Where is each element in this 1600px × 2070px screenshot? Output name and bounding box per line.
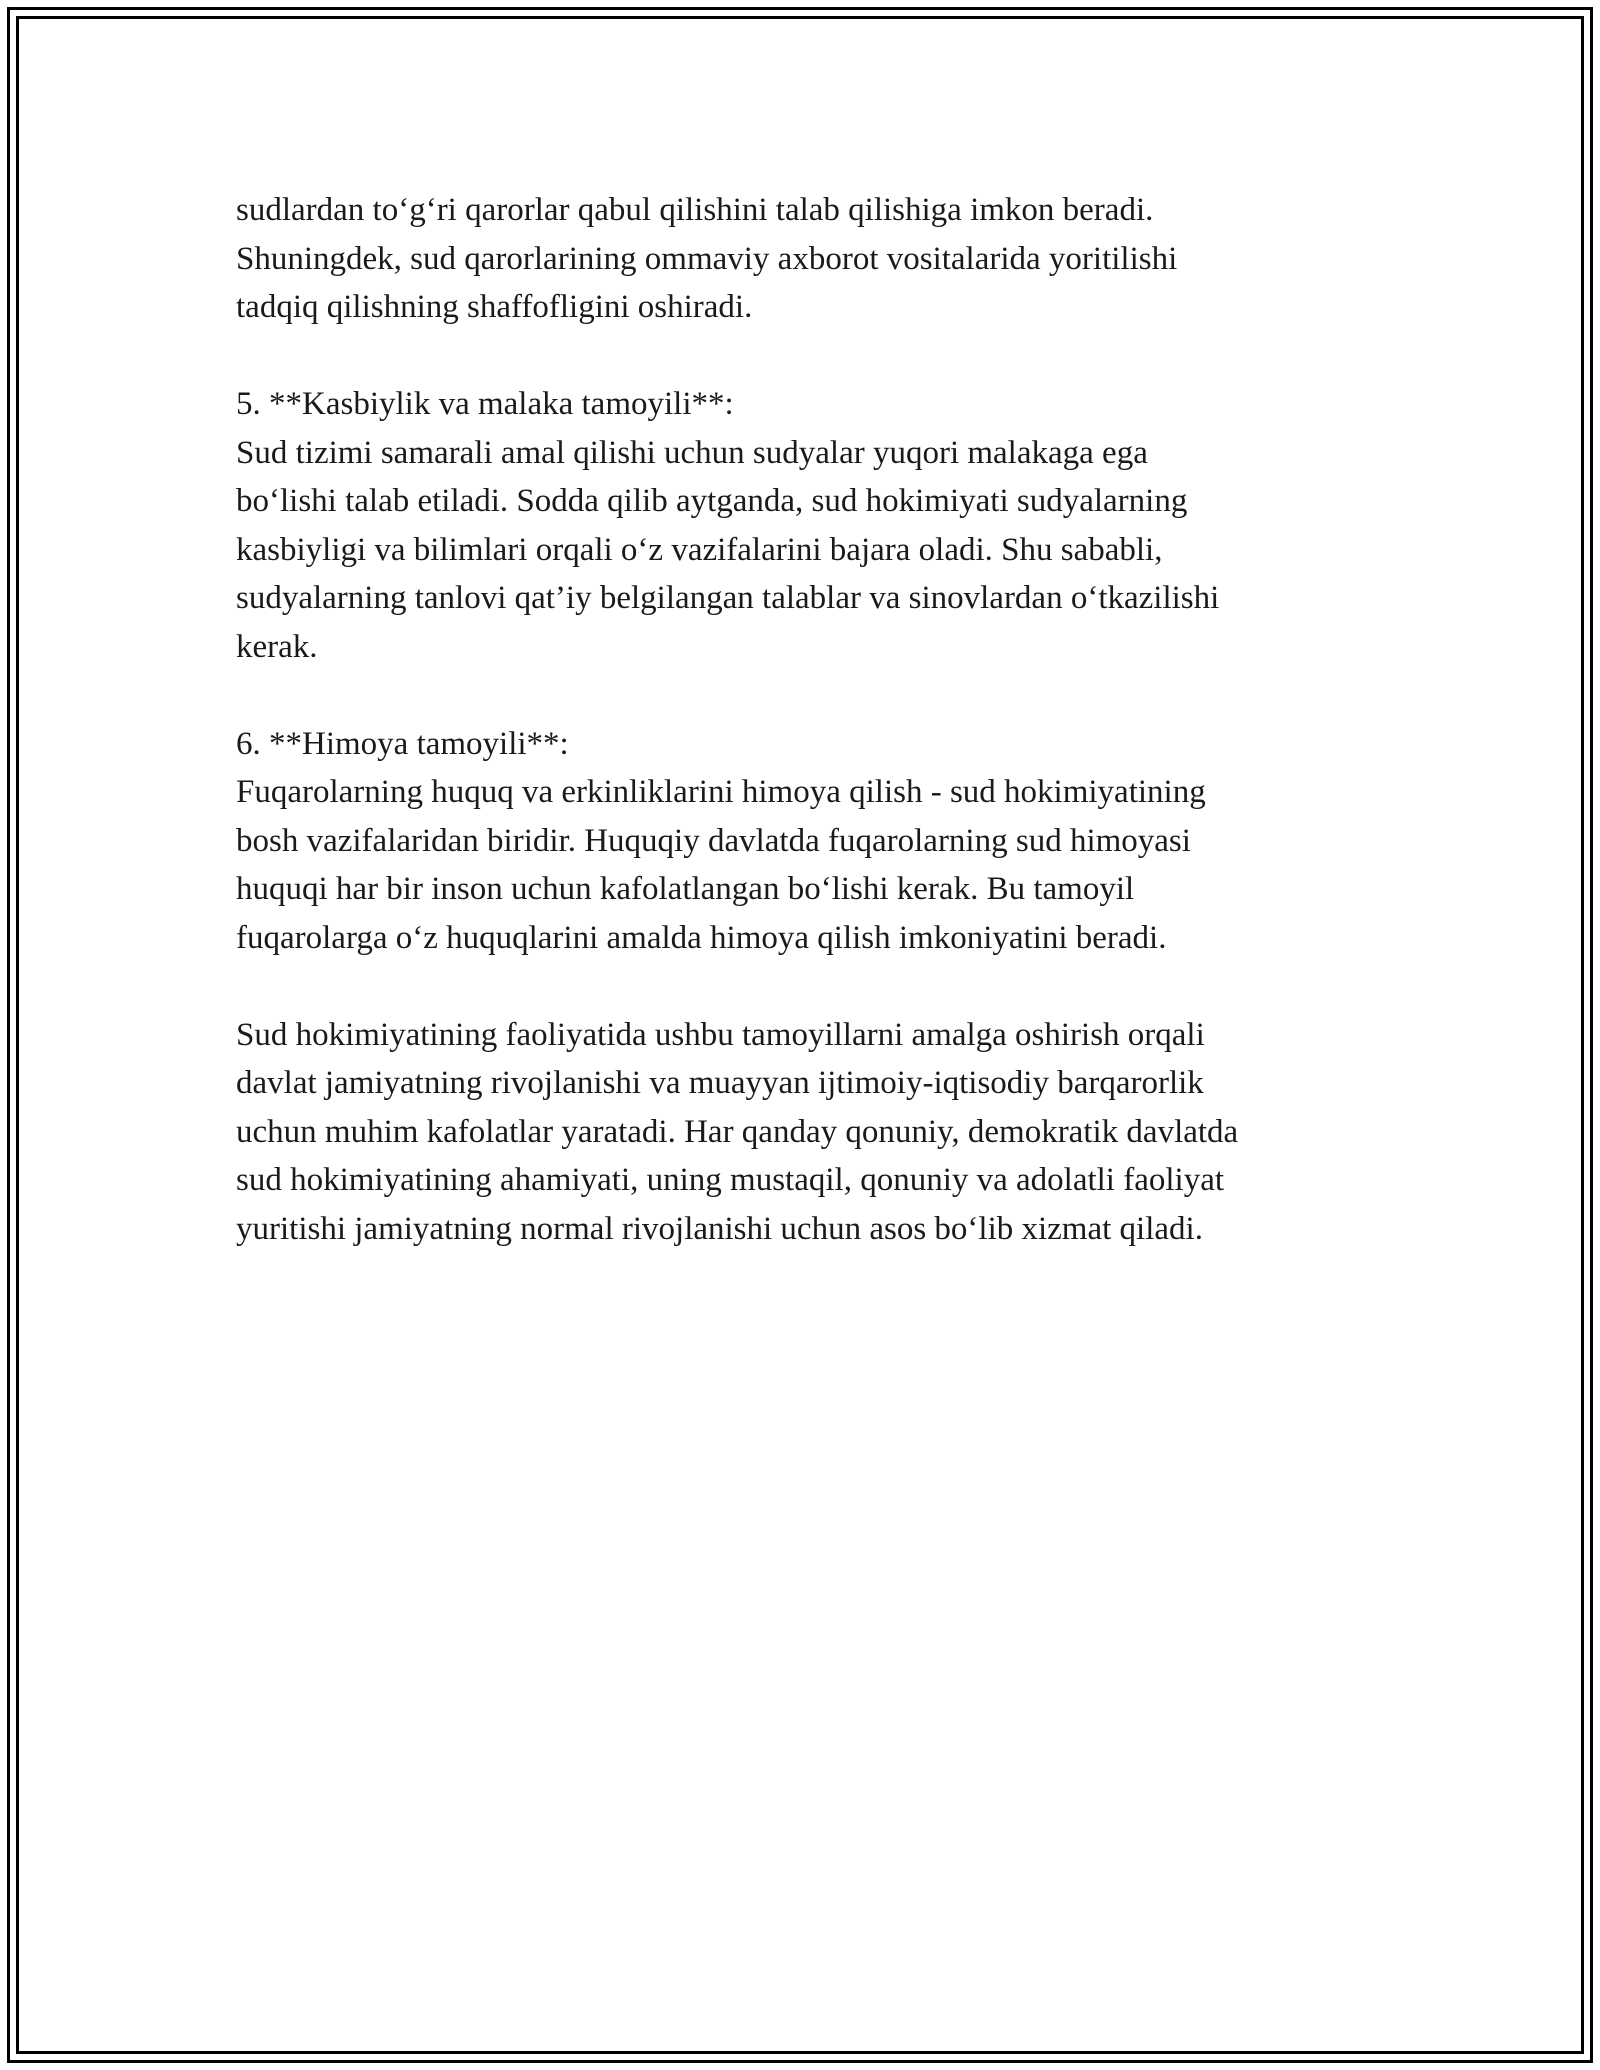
text-line: bosh vazifalaridan biridir. Huquqiy davlatda fuqarolarning sud himoyasi xyxy=(236,822,1191,859)
section-himoya xyxy=(236,720,1376,963)
paragraph-conclusion xyxy=(236,1011,1376,1254)
text-line: Sud hokimiyatining faoliyatida ushbu tamoyillarni amalga oshirish orqali xyxy=(236,1016,1205,1053)
text-line: huquqi har bir inson uchun kafolatlangan bo‘lishi kerak. Bu tamoyil xyxy=(236,871,1135,907)
text-line: Fuqarolarning huquq va erkinliklarini himoya qilish - sud hokimiyatining xyxy=(236,774,1206,810)
document-body xyxy=(236,186,1376,1253)
text-line: yuritishi jamiyatning normal rivojlanishi uchun asos bo‘lib xizmat qiladi. xyxy=(236,1210,1203,1247)
text-line: sud hokimiyatining ahamiyati, uning mustaqil, qonuniy va adolatli faoliyat xyxy=(236,1162,1225,1198)
text-line: kasbiyligi va bilimlari orqali o‘z vazifalarini bajara oladi. Shu sababli, xyxy=(236,531,1163,568)
paragraph-spacer xyxy=(236,962,1376,1011)
text-line: Shuningdek, sud qarorlarining ommaviy axborot vositalarida yoritilishi xyxy=(236,240,1178,277)
section-kasbiylik xyxy=(236,380,1376,671)
text-line: davlat jamiyatning rivojlanishi va muayyan ijtimoiy-iqtisodiy barqarorlik xyxy=(236,1065,1204,1101)
section-heading: 5. **Kasbiylik va malaka tamoyili**: xyxy=(236,386,734,422)
paragraph-spacer xyxy=(236,671,1376,720)
text-line: bo‘lishi talab etiladi. Sodda qilib aytganda, sud hokimiyati sudyalarning xyxy=(236,483,1188,519)
text-line: sudlardan to‘g‘ri qarorlar qabul qilishini talab qilishiga imkon beradi. xyxy=(236,192,1154,228)
text-line: tadqiq qilishning shaffofligini oshiradi. xyxy=(236,289,753,325)
text-line: kerak. xyxy=(236,628,318,665)
section-heading: 6. **Himoya tamoyili**: xyxy=(236,725,569,762)
text-line: uchun muhim kafolatlar yaratadi. Har qanday qonuniy, demokratik davlatda xyxy=(236,1113,1239,1150)
paragraph-intro xyxy=(236,186,1376,332)
text-line: Sud tizimi samarali amal qilishi uchun sudyalar yuqori malakaga ega xyxy=(236,434,1148,471)
text-line: fuqarolarga o‘z huquqlarini amalda himoya qilish imkoniyatini beradi. xyxy=(236,919,1167,956)
paragraph-spacer xyxy=(236,332,1376,381)
text-line: sudyalarning tanlovi qat’iy belgilangan talablar va sinovlardan o‘tkazilishi xyxy=(236,580,1220,616)
